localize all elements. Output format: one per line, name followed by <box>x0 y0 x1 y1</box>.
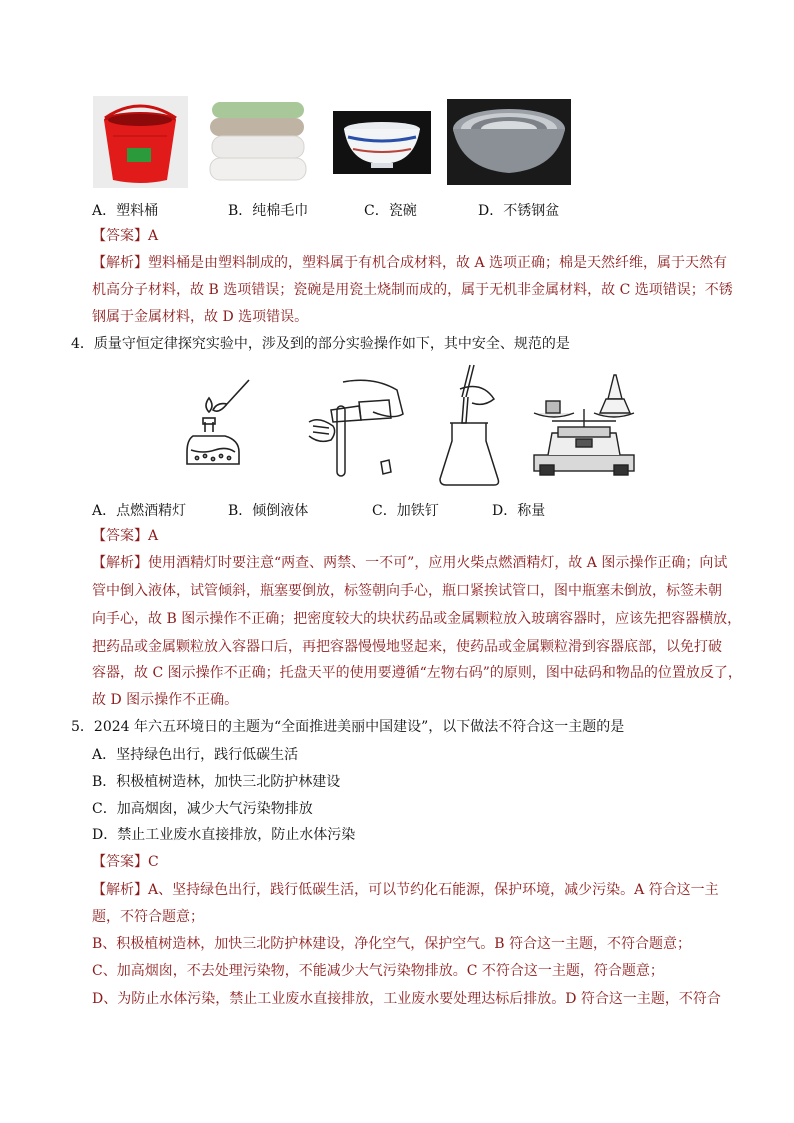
q5-analysis-line-4: C、加高烟囱，不去处理污染物，不能减少大气污染物排放。C 不符合这一主题，符合题意； <box>92 963 664 979</box>
q4-analysis-line-5: 容器，故 C 图示操作不正确；托盘天平的使用要遵循“左物右码”的原则，图中砝码和物品的位置放反了， <box>92 665 742 681</box>
q3-analysis-line-1: 【解析】塑料桶是由塑料制成的，塑料属于有机合成材料，故 A 选项正确；棉是天然纤维，属于天然有 <box>92 255 728 271</box>
q4-analysis-line-2: 管中倒入液体，试管倾斜，瓶塞要倒放，标签朝向手心，瓶口紧挨试管口，图中瓶塞未倒放，标签未朝 <box>92 583 722 599</box>
q3-answer: 【答案】A <box>92 228 159 244</box>
q4-analysis-line-3: 向手心，故 B 图示操作不正确；把密度较大的块状药品或金属颗粒放入玻璃容器时，应该先把容器横放， <box>92 611 742 627</box>
q5-analysis-line-1: 【解析】A、坚持绿色出行，践行低碳生活，可以节约化石能源，保护环境，减少污染。A 符合这一主 <box>92 882 719 898</box>
q5-analysis-line-3: B、积极植树造林，加快三北防护林建设，净化空气，保护空气。B 符合这一主题，不符合题意； <box>92 936 692 952</box>
q4-analysis-line-6: 故 D 图示操作不正确。 <box>92 692 239 708</box>
q4-answer: 【答案】A <box>92 528 159 544</box>
stainless-steel-basin-image <box>447 99 571 185</box>
q4-analysis-line-4: 把药品或金属颗粒放入容器口后，再把容器慢慢地竖起来，使药品或金属颗粒滑到容器底部，以免打破 <box>92 639 722 655</box>
q3-option-b: B．纯棉毛巾 <box>228 203 309 219</box>
q3-option-d: D．不锈钢盆 <box>478 203 560 219</box>
plastic-bucket-image <box>93 96 188 188</box>
q5-option-c: C．加高烟囱，减少大气污染物排放 <box>92 801 313 817</box>
adding-iron-nail-diagram <box>436 363 504 489</box>
q4-analysis-line-1: 【解析】使用酒精灯时要注意“两查、两禁、一不可”，应用火柴点燃酒精灯，故 A 图示操作正确；向试 <box>92 555 728 571</box>
q5-option-a: A．坚持绿色出行，践行低碳生活 <box>92 747 299 763</box>
q4-option-b: B．倾倒液体 <box>228 503 309 519</box>
q5-option-d: D．禁止工业废水直接排放，防止水体污染 <box>92 827 356 843</box>
q5-option-b: B．积极植树造林，加快三北防护林建设 <box>92 774 341 790</box>
q4-option-a: A．点燃酒精灯 <box>92 503 187 519</box>
q3-option-c: C．瓷碗 <box>364 203 417 219</box>
alcohol-lamp-lighting-diagram <box>183 376 251 470</box>
pouring-liquid-diagram <box>303 376 407 478</box>
cotton-towels-image <box>204 98 308 184</box>
porcelain-bowl-image <box>333 111 431 174</box>
q5-analysis-line-2: 题，不符合题意； <box>92 909 204 925</box>
q3-analysis-line-3: 钢属于金属材料，故 D 选项错误。 <box>92 309 309 325</box>
q5-stem: 5．2024 年六五环境日的主题为“全面推进美丽中国建设”，以下做法不符合这一主题的是 <box>71 719 625 735</box>
q4-stem: 4．质量守恒定律探究实验中，涉及到的部分实验操作如下，其中安全、规范的是 <box>71 336 570 352</box>
balance-weighing-diagram <box>528 369 640 477</box>
q5-analysis-line-5: D、为防止水体污染，禁止工业废水直接排放，工业废水要处理达标后排放。D 符合这一主题，不符合 <box>92 991 721 1007</box>
q3-option-a: A．塑料桶 <box>92 203 159 219</box>
q4-option-c: C．加铁钉 <box>372 503 439 519</box>
q5-answer: 【答案】C <box>92 854 159 870</box>
q4-option-d: D．称量 <box>492 503 546 519</box>
q3-analysis-line-2: 机高分子材料，故 B 选项错误；瓷碗是用瓷土烧制而成的，属于无机非金属材料，故 C 选项错误；不锈 <box>92 282 733 298</box>
